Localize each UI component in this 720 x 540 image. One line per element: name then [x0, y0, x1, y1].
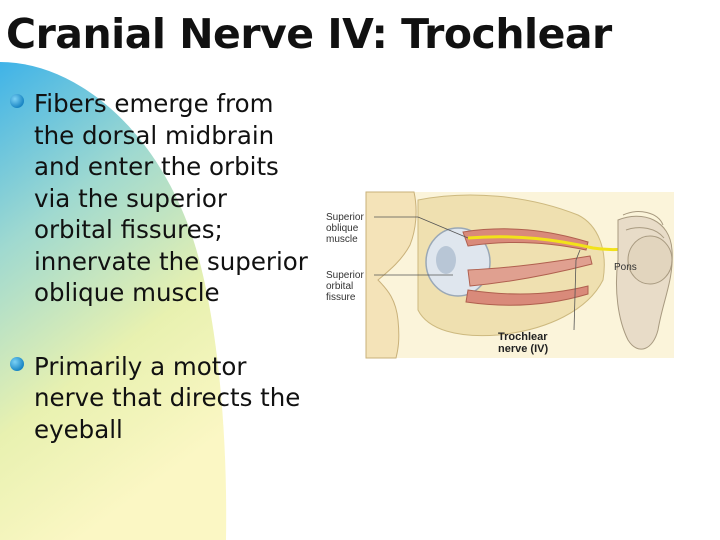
bullet-list [8, 88, 308, 445]
bullet-line: Fibers emerge from [34, 89, 274, 118]
bullet-line: eyeball [34, 414, 123, 444]
bullet-line: oblique muscle [34, 278, 220, 307]
label-fissure-2: orbital [326, 281, 354, 292]
bullet-item [8, 351, 308, 446]
bullet-dot-icon [10, 94, 24, 108]
pons [628, 236, 672, 284]
cornea [436, 246, 456, 274]
bullet-line: Primarily a motor [34, 351, 247, 381]
label-superior-oblique-3: muscle [326, 234, 358, 245]
trochlear-nerve-illustration [318, 190, 676, 360]
label-trochlear-1: Trochlear [498, 331, 548, 343]
label-pons: Pons [614, 262, 637, 273]
bullet-line: nerve that directs the [34, 383, 301, 412]
bullet-line: the dorsal midbrain [34, 120, 275, 150]
label-fissure-1: Superior [326, 270, 364, 281]
bullet-dot-icon [10, 357, 24, 371]
label-fissure-3: fissure [326, 292, 356, 303]
label-superior-oblique-1: Superior [326, 212, 364, 223]
slide-title: Cranial Nerve IV: Trochlear [6, 10, 612, 58]
bullet-item [8, 88, 308, 309]
label-superior-oblique-2: oblique [326, 223, 359, 234]
bullet-line: orbital fissures; [34, 215, 223, 244]
bullet-line: and enter the orbits [34, 152, 279, 181]
bullet-line: innervate the superior [34, 246, 308, 276]
label-trochlear-2: nerve (IV) [498, 343, 549, 355]
bullet-line: via the superior [34, 183, 227, 213]
